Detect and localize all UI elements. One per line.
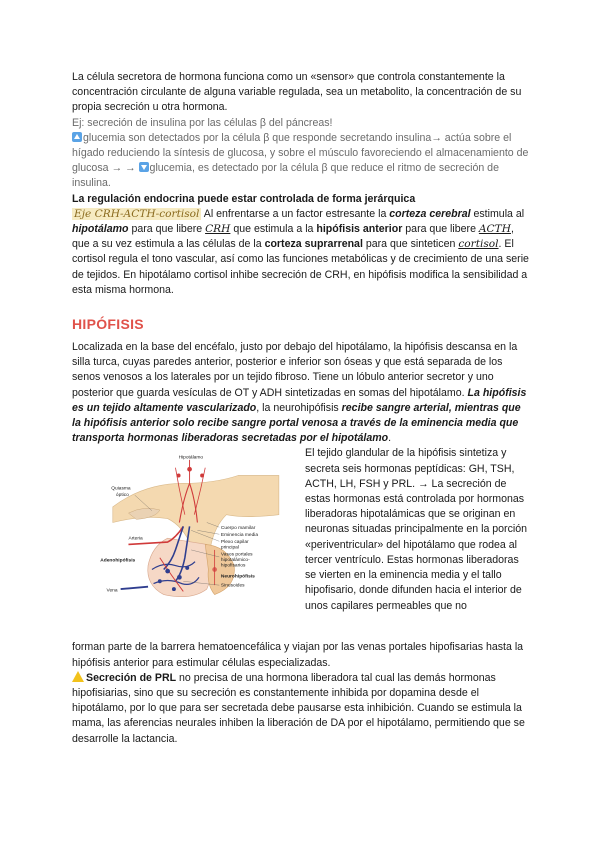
label-adeno: Adenohipófisis: [100, 559, 136, 565]
label-vasos2: hipotalámico-: [220, 558, 250, 564]
hierarchy-heading: La regulación endocrina puede estar controlada de forma jerárquica: [72, 192, 416, 205]
label-hipotalamo: Hipotálamo: [178, 455, 204, 461]
insulin-example: Ej: secreción de insulina por las células β del páncreas!: [72, 116, 333, 129]
label-sinusoides: Sinusoides: [220, 584, 245, 590]
after-figure-paragraph: forman parte de la barrera hematoencefálica y viajan por las venas portales hipofisarias hasta la hipófisis anterior para estimular células especializadas.: [72, 641, 524, 669]
label-eminencia: Eminencia media: [220, 533, 259, 539]
section-title: HIPÓFISIS: [72, 316, 144, 333]
pituitary-diagram: [72, 452, 304, 640]
label-plexo1: Plexo capilar: [220, 540, 249, 546]
label-vasos1: Vasos portales: [220, 552, 253, 558]
hierarchy-paragraph: Eje CRH-ACTH-cortisol Al enfrentarse a un factor estresante la corteza cerebral estimula al hipotálamo para que libere CRH que estimula a la hipófisis anterior para que libere ACTH, que a su vez estimula a las células de la corteza suprarrenal para que sinteticen cortisol. El cortisol regula el tono vascular, así como las funciones metabólicas y de crecimiento de una serie de tejidos. En hipotálamo cortisol inhibe secreción de CRH, en hipófisis modifica la sensibilidad a esta misma hormona.: [72, 207, 529, 296]
label-arteria: Arteria: [128, 537, 143, 543]
intro-paragraph: La célula secretora de hormona funciona como un «sensor» que controla constantemente la concentración circulante de alguna variable regulada, sea un metabolito, la concentración de su propia secreción u otra hormona.: [72, 71, 522, 114]
axis-label: Eje CRH-ACTH-cortisol: [74, 207, 200, 220]
arrow-up-icon: [72, 132, 82, 142]
document-page: [72, 70, 530, 747]
arrow-down-icon: [139, 162, 149, 172]
label-vasos3: hipofisarios: [220, 563, 246, 569]
label-neuro: Neurohipófisis: [220, 574, 255, 580]
label-cuerpo-mamilar: Cuerpo mamilar: [220, 526, 256, 532]
label-optico: óptico: [115, 493, 129, 499]
label-plexo2: principal: [220, 545, 239, 551]
label-vena: Vena: [106, 588, 118, 594]
glucose-paragraph: glucemia son detectados por la célula β que responde secretando insulina→ actúa sobre el hígado reduciendo la síntesis de glucosa, y sobre el músculo favoreciendo el almacenamiento de glucosa → → glucemia, es detectado por la célula β que reduce el ritmo de secreción de insulina.: [72, 131, 529, 190]
hipofisis-paragraph: Localizada en la base del encéfalo, justo por debajo del hipotálamo, la hipófisis descansa en la silla turca, cuyas paredes anterior, posterior e inferior son óseas y que está separada de los senos venosos a los laterales por un tejido fibroso. Tiene un lóbulo anterior secretor y uno posterior que guarda vesículas de OT y ADH sintetizadas en somas del hipotálamo. La hipófisis es un tejido altamente vascularizado, la neurohipófisis recibe sangre arterial, mientras que la hipófisis anterior solo recibe sangre portal venosa a través de la eminencia media que transporta hormonas liberadoras secretadas por el hipotálamo.: [72, 341, 527, 445]
figure-block: [72, 400, 530, 640]
label-quiasma: Quiasma: [111, 487, 131, 493]
side-text: El tejido glandular de la hipófisis sintetiza y secreta seis hormonas peptídicas: GH, TSH, ACTH, LH, FSH y PRL. → La secreción de estas hormonas está controlada por hormonas liberadoras hipotalámicas que se originan en neuronas situadas principalmente en la porción «periventricular» del hipotálamo que rodea al tercer ventrículo. Estas hormonas liberadoras se vierten en la eminencia media y el tallo hipofisario, donde difunden hacia el interior de unos capilares permeables que no: [305, 447, 528, 612]
prl-paragraph: Secreción de PRL no precisa de una hormona liberadora tal cual las demás hormonas hipofisiarias, sino que su secreción es constantemente inhibida por dopamina desde el hipotálamo, por lo que para ser secretada debe pausarse esta inhibición. Cuando se estimula la mama, las aferencias neurales inhiben la liberación de DA por el hipotálamo, permitiendo que se desarrolle la lactancia.: [72, 671, 525, 745]
warning-icon: [72, 671, 84, 682]
